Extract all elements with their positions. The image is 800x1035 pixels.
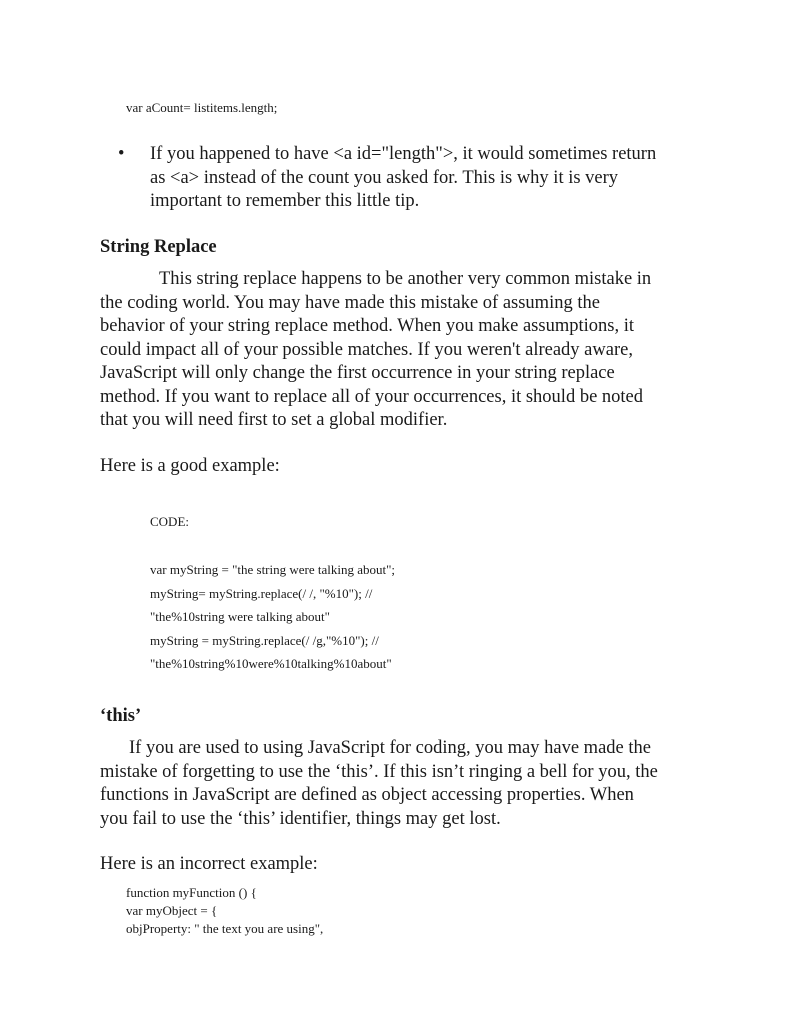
code-block — [126, 884, 323, 938]
code-line: function myFunction () { — [126, 885, 257, 900]
code-line: "the%10string were talking about" — [150, 609, 330, 624]
code-label: CODE: — [150, 514, 189, 529]
code-line: var myString = "the string were talking about"; — [150, 562, 396, 577]
paragraph-line: method. If you want to replace all of your occurrences, it should be noted — [100, 386, 644, 407]
paragraph-line: mistake of forgetting to use the ‘this’. If this isn’t ringing a bell for you, the — [100, 761, 658, 782]
code-line: "the%10string%10were%10talking%10about" — [150, 656, 392, 671]
code-block — [150, 558, 395, 676]
paragraph-line: you fail to use the ‘this’ identifier, things may get lost. — [100, 808, 501, 829]
paragraph-line: functions in JavaScript are defined as object accessing properties. When — [100, 785, 634, 805]
paragraph-line: could impact all of your possible matches. If you weren't already aware, — [100, 339, 633, 360]
section-heading-string-replace: String Replace — [100, 237, 217, 257]
section-paragraph — [100, 737, 658, 831]
example-intro: Here is a good example: — [100, 456, 280, 476]
top-code-line: var aCount= listitems.length; — [126, 100, 278, 115]
code-line: myString = myString.replace(/ /g,"%10"); // — [150, 632, 379, 648]
bullet-line: important to remember this little tip. — [150, 191, 420, 211]
bullet-text — [150, 143, 656, 214]
paragraph-line: This string replace happens to be another very common mistake in — [159, 269, 652, 289]
paragraph-line: JavaScript will only change the first occurrence in your string replace — [100, 363, 615, 383]
paragraph-line: behavior of your string replace method. When you make assumptions, it — [100, 316, 634, 336]
code-line: var myObject = { — [126, 903, 218, 918]
section-paragraph — [100, 268, 651, 433]
example-intro: Here is an incorrect example: — [100, 854, 318, 874]
bullet-icon: • — [118, 144, 125, 164]
bullet-line: as <a> instead of the count you asked for. This is why it is very — [150, 167, 619, 188]
code-line: myString= myString.replace(/ /, "%10"); // — [150, 585, 373, 601]
paragraph-line: the coding world. You may have made this mistake of assuming the — [100, 292, 600, 313]
section-heading-this: ‘this’ — [100, 706, 142, 726]
paragraph-line: If you are used to using JavaScript for coding, you may have made the — [129, 738, 651, 758]
bullet-line: If you happened to have <a id="length">, it would sometimes return — [150, 144, 657, 164]
paragraph-line: that you will need first to set a global modifier. — [100, 410, 448, 430]
code-line: objProperty: " the text you are using", — [126, 921, 324, 936]
